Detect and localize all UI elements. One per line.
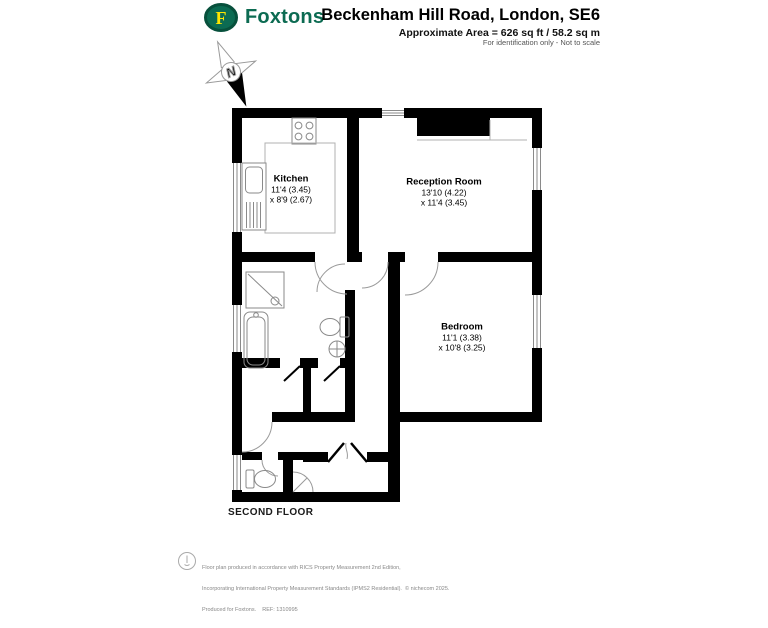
kitchen-name: Kitchen xyxy=(273,173,309,185)
lobby-corner-door-arc xyxy=(293,472,313,492)
floor-name-label: SECOND FLOOR xyxy=(228,507,314,518)
footer-line-2: Incorporating International Property Measurement Standards (IPMS2 Residential). © nichecom 2025. xyxy=(202,586,450,592)
kitchen-door-arc xyxy=(315,262,347,294)
bedroom-dim1: 11'1 (3.38) xyxy=(442,332,482,343)
cupboard-doors xyxy=(284,366,340,381)
stove-icon xyxy=(292,118,316,144)
kitchen-dim2: x 8'9 (2.67) xyxy=(269,194,313,205)
rics-logo-icon xyxy=(177,551,197,571)
window-reception-top xyxy=(382,111,404,116)
foxtons-logo xyxy=(204,3,324,32)
bedroom-label xyxy=(439,322,486,353)
toilet-icon xyxy=(320,317,349,337)
wc-door-arc xyxy=(262,460,278,476)
compass-north-label: N xyxy=(223,63,239,81)
footer xyxy=(177,551,449,628)
foxtons-initial: F xyxy=(215,8,227,28)
reception-name: Reception Room xyxy=(406,176,482,188)
page-title: Beckenham Hill Road, London, SE6 xyxy=(321,6,600,24)
window-reception-right xyxy=(534,148,541,190)
window-bathroom-left xyxy=(234,305,241,352)
foxtons-logo-icon xyxy=(204,3,238,32)
reception-dim2: x 11'4 (3.45) xyxy=(420,197,468,208)
approximate-area: Approximate Area = 626 sq ft / 58.2 sq m xyxy=(398,27,600,39)
wc-toilet-icon xyxy=(246,470,276,488)
reception-dim1: 13'10 (4.22) xyxy=(421,187,467,198)
basin-icon xyxy=(329,341,345,357)
lower-hall-door-arc xyxy=(242,422,272,452)
walls xyxy=(232,108,542,502)
reception-label xyxy=(406,177,481,208)
bedroom-door-arc xyxy=(405,262,438,295)
brand-name: Foxtons xyxy=(245,6,325,28)
entrance-double-door xyxy=(328,443,367,462)
footer-line-1: Floor plan produced in accordance with RICS Property Measurement 2nd Edition, xyxy=(202,565,401,571)
window-wc-left xyxy=(234,455,241,490)
window-kitchen-left xyxy=(234,163,241,232)
floor-plan-drawing xyxy=(225,88,555,512)
disclaimer-text: For identification only - Not to scale xyxy=(482,38,600,47)
shower-icon xyxy=(246,272,284,308)
window-bedroom-right xyxy=(534,295,541,348)
kitchen-label xyxy=(270,174,312,205)
bedroom-dim2: x 10'8 (3.25) xyxy=(438,342,486,353)
kitchen-dim1: 11'4 (3.45) xyxy=(271,184,311,195)
hall-door-arc xyxy=(362,262,388,288)
bedroom-name: Bedroom xyxy=(441,321,483,333)
kitchen-sink-icon xyxy=(242,163,266,230)
footer-line-3: Produced for Foxtons. REF: 1310995 xyxy=(202,607,298,613)
windows xyxy=(234,111,541,491)
bathroom-door-arc xyxy=(317,264,345,292)
